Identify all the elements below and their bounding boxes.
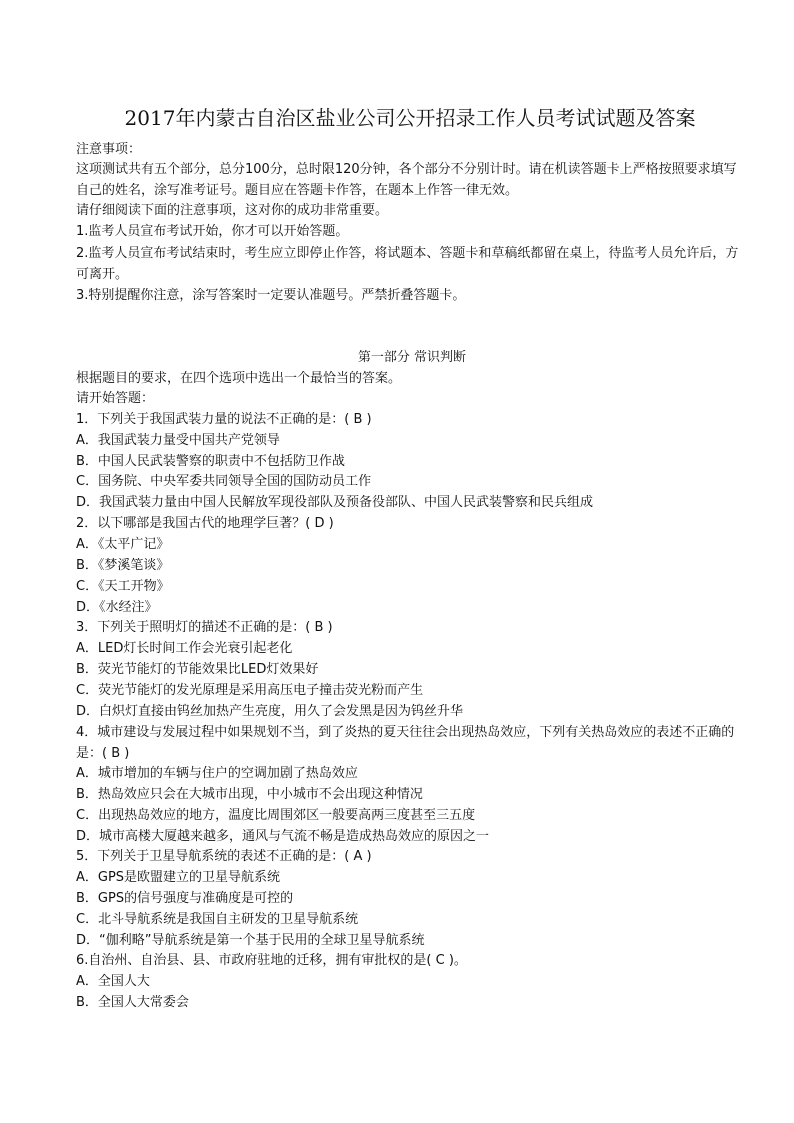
document-title: 2017年内蒙古自治区盐业公司公开招录工作人员考试试题及答案 (124, 106, 696, 130)
question-option: C．荧光节能灯的发光原理是采用高压电子撞击荧光粉而产生 (76, 683, 424, 698)
question-stem: 2．以下哪部是我国古代的地理学巨著？( D ) (76, 516, 334, 531)
notice-heading: 注意事项： (76, 142, 142, 157)
notice-item: 1.监考人员宣布考试开始，你才可以开始答题。 (76, 224, 349, 239)
question-option: C．出现热岛效应的地方，温度比周围郊区一般要高两三度甚至三五度 (76, 808, 476, 823)
notice-paragraph: 这项测试共有五个部分，总分100分，总时限120分钟，各个部分不分别计时。请在机读答题卡上严格按照要求填写自己的姓名，涂写准考证号。题目应在答题卡作答，在题本上作答一律无效。 (76, 162, 737, 198)
notice-paragraph: 请仔细阅读下面的注意事项，这对你的成功非常重要。 (76, 203, 389, 218)
notice-item: 2.监考人员宣布考试结束时，考生应立即停止作答，将试题本、答题卡和草稿纸都留在桌上，待监考人员允许后，方可离开。 (76, 246, 739, 282)
question-option: D．我国武装力量由中国人民解放军现役部队及预备役部队、中国人民武装警察和民兵组成 (76, 495, 594, 510)
question-option: C．《天工开物》 (76, 579, 170, 594)
question-option: B．荧光节能灯的节能效果比LED灯效果好 (76, 662, 319, 677)
question-option: A．《太平广记》 (76, 537, 170, 552)
question-stem: 5．下列关于卫星导航系统的表述不正确的是：( A ) (76, 849, 372, 864)
question-option: D．白炽灯直接由钨丝加热产生亮度，用久了会发黑是因为钨丝升华 (76, 704, 464, 719)
question-option: B．热岛效应只会在大城市出现，中小城市不会出现这种情况 (76, 787, 423, 802)
question-option: B．GPS的信号强度与准确度是可控的 (76, 891, 294, 906)
question-option: A．全国人大 (76, 974, 150, 989)
question-option: A．城市增加的车辆与住户的空调加剧了热岛效应 (76, 766, 358, 781)
question-option: C．国务院、中央军委共同领导全国的国防动员工作 (76, 474, 372, 489)
question-option: B．中国人民武装警察的职责中不包括防卫作战 (76, 454, 345, 469)
section-instruction: 根据题目的要求，在四个选项中选出一个最恰当的答案。 (76, 371, 402, 386)
question-stem: 6.自治州、自治县、县、市政府驻地的迁移，拥有审批权的是( C )。 (76, 953, 467, 968)
question-stem: 3．下列关于照明灯的描述不正确的是：( B ) (76, 620, 333, 635)
question-option: D．城市高楼大厦越来越多，通风与气流不畅是造成热岛效应的原因之一 (76, 829, 490, 844)
section-heading: 第一部分 常识判断 (357, 350, 467, 365)
question-option: B．《梦溪笔谈》 (76, 558, 170, 573)
question-option: C．北斗导航系统是我国自主研发的卫星导航系统 (76, 912, 359, 927)
section-start: 请开始答题： (76, 391, 155, 406)
question-option: A．我国武装力量受中国共产党领导 (76, 433, 280, 448)
question-option: B．全国人大常委会 (76, 995, 189, 1010)
question-stem: 4．城市建设与发展过程中如果规划不当，到了炎热的夏天往往会出现热岛效应，下列有关热岛效应的表述不正确的是：( B ) (76, 725, 735, 761)
question-stem: 1．下列关于我国武装力量的说法不正确的是：( B ) (76, 412, 372, 427)
question-option: D．“伽利略”导航系统是第一个基于民用的全球卫星导航系统 (76, 933, 425, 948)
notice-item: 3.特别提醒你注意，涂写答案时一定要认准题号。严禁折叠答题卡。 (76, 288, 466, 303)
question-option: A．GPS是欧盟建立的卫星导航系统 (76, 870, 281, 885)
question-option: A．LED灯长时间工作会光衰引起老化 (76, 641, 293, 656)
question-option: D．《水经注》 (76, 600, 158, 615)
